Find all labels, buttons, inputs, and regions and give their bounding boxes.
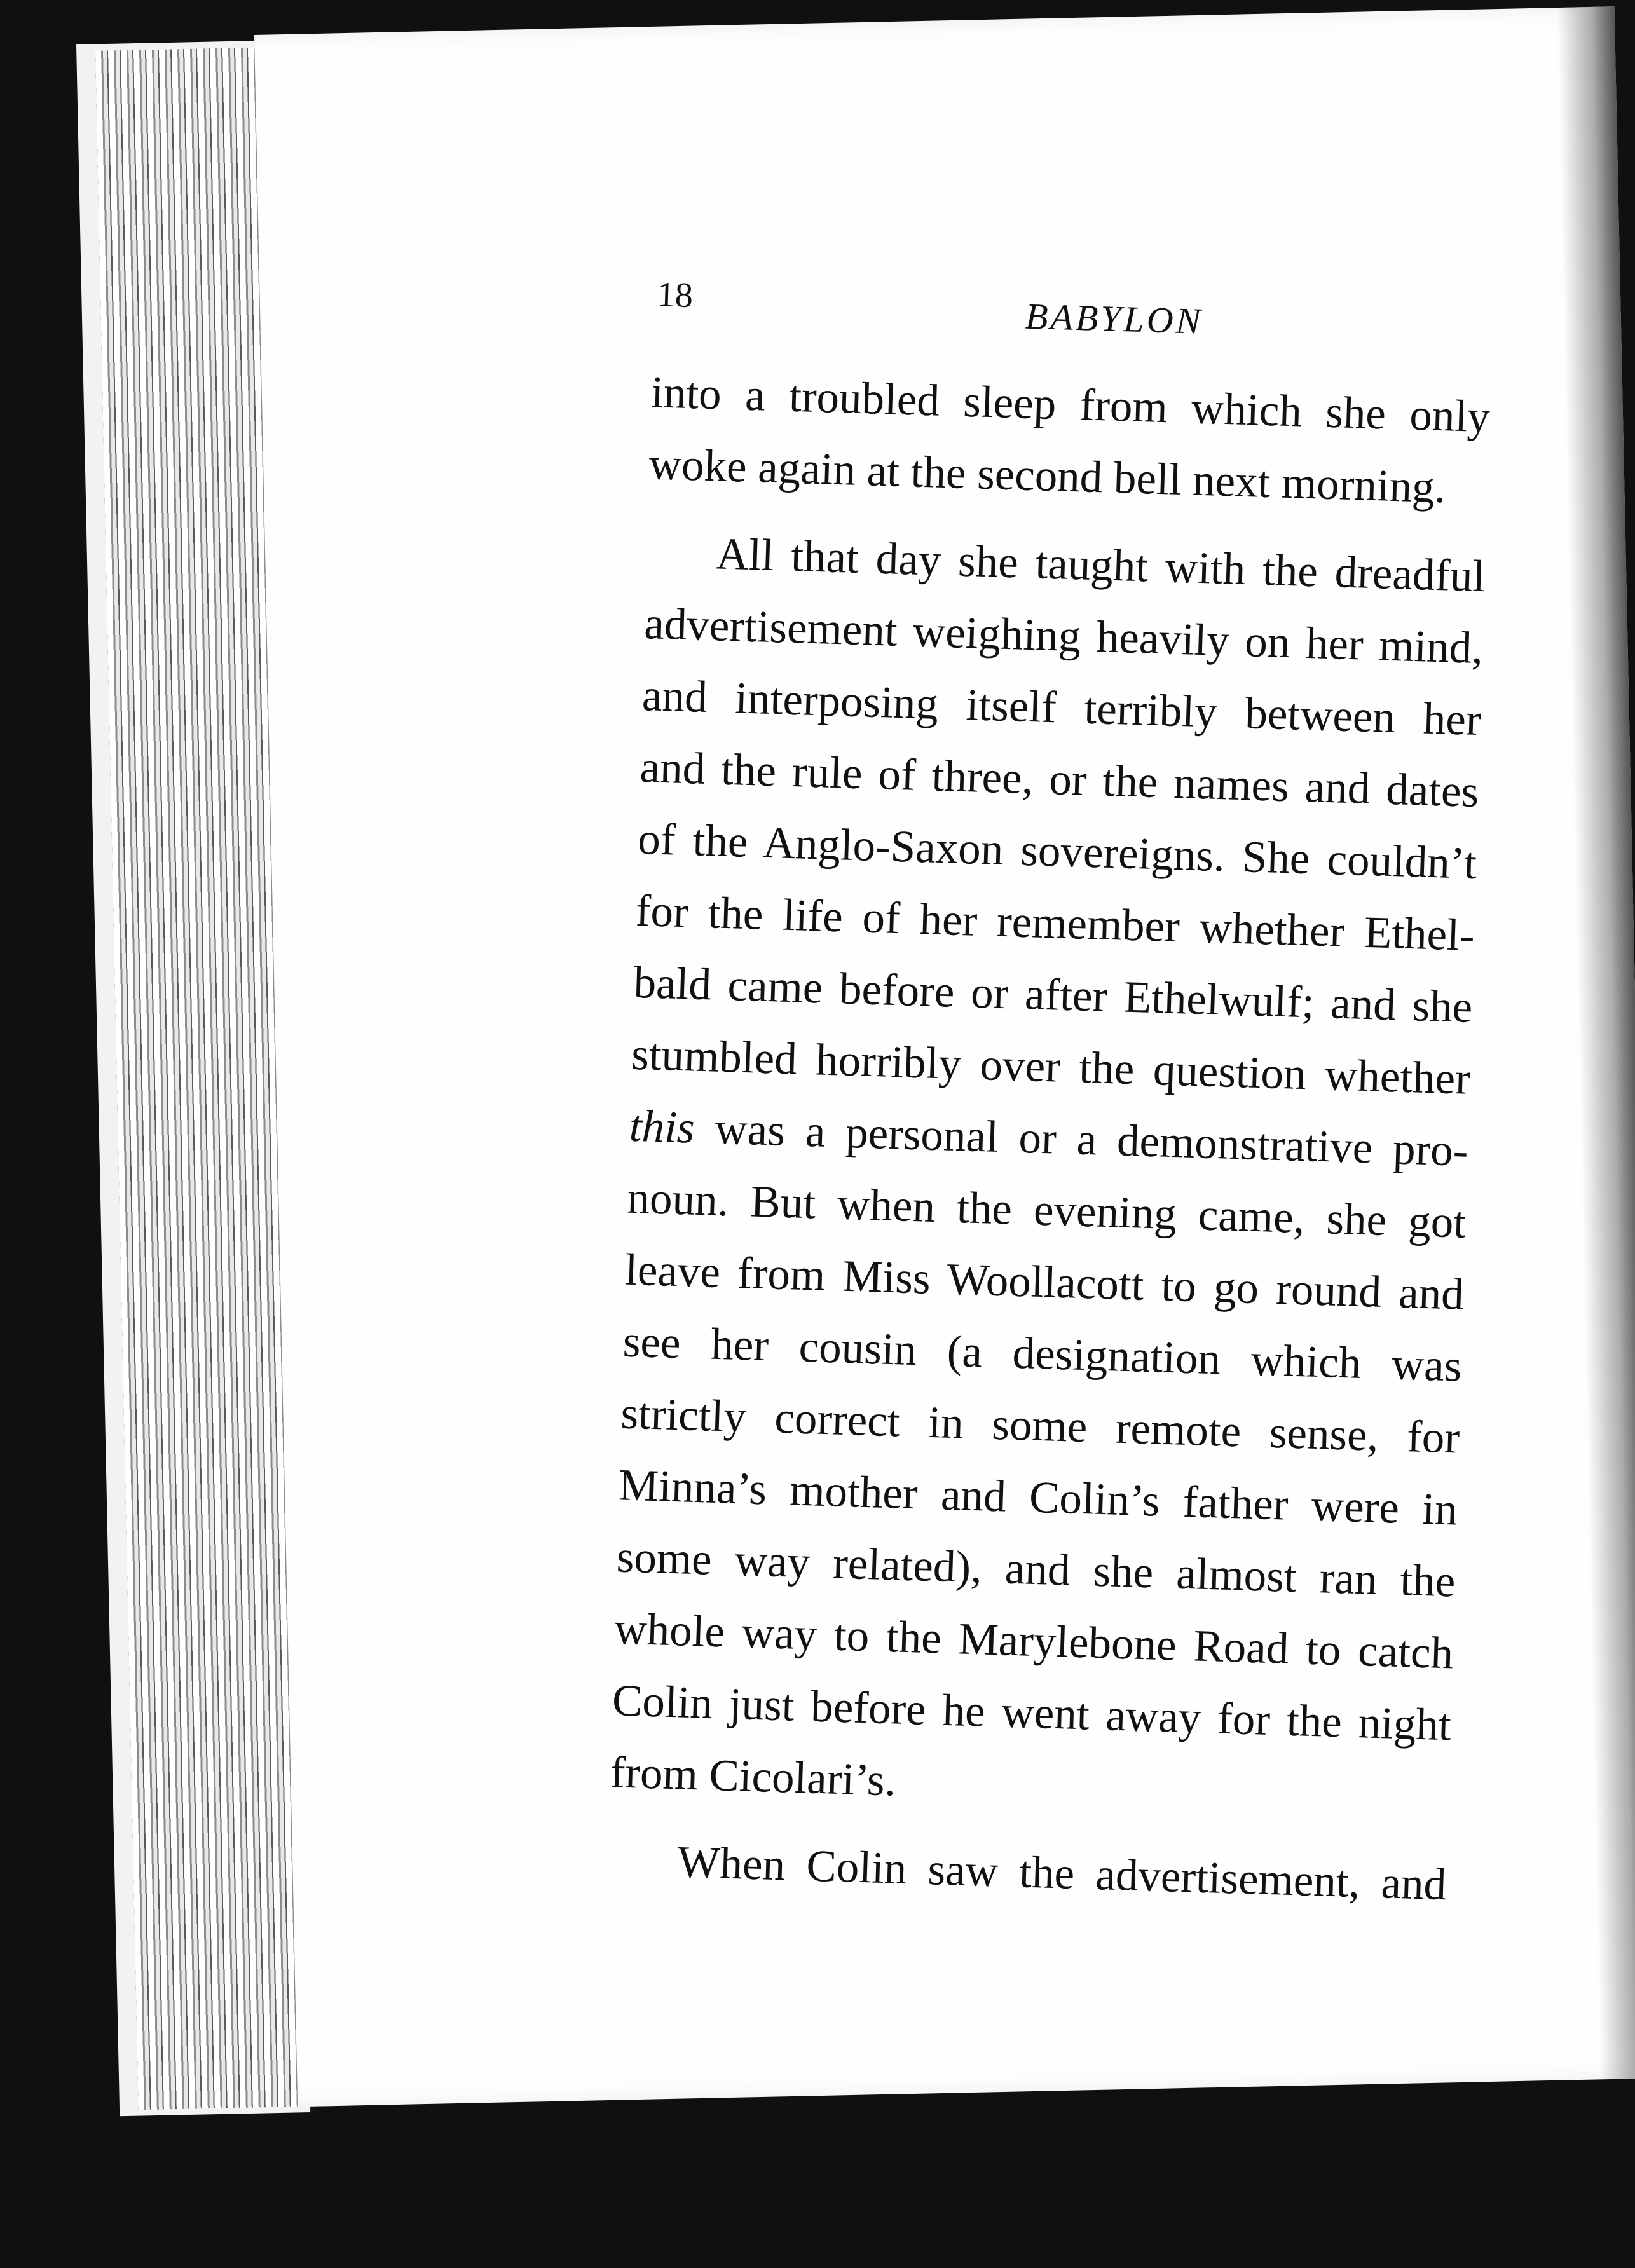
text-line: woke again at the second bell next morning. <box>648 439 1447 513</box>
text-line: noun. But when the evening came, she got <box>626 1173 1467 1248</box>
text-line: When Colin saw the advertisement, and <box>676 1837 1447 1910</box>
text-line: Colin just before he went away for the night <box>612 1676 1452 1751</box>
text-line: of the Anglo-Saxon sovereigns. She couldn’t <box>637 814 1478 889</box>
text-line: advertisement weighing heavily on her mind, <box>643 599 1484 674</box>
text-line: Minna’s mother and Colin’s father were in <box>618 1460 1458 1535</box>
paragraph-2 <box>609 516 1486 1833</box>
running-title: BABYLON <box>1025 295 1204 342</box>
page-text-block <box>365 267 1506 1922</box>
page-number: 18 <box>656 275 694 316</box>
text-line: bald came before or after Ethelwulf; and she <box>633 957 1474 1032</box>
text-line: some way related), and she almost ran the <box>615 1532 1456 1607</box>
text-line: and the rule of three, or the names and dates <box>639 742 1480 817</box>
text-line: into a troubled sleep from which she only <box>650 367 1491 442</box>
body-text <box>606 357 1491 1921</box>
text-line: leave from Miss Woollacott to go round and <box>624 1245 1465 1320</box>
italic-word: this <box>628 1101 695 1153</box>
text-line: whole way to the Marylebone Road to catch <box>613 1604 1454 1679</box>
text-line-rest: was a personal or a demonstrative pro- <box>694 1103 1469 1176</box>
text-line: All that day she taught with the dreadful <box>715 529 1486 602</box>
text-line: from Cicolari’s. <box>609 1747 897 1806</box>
paragraph-1 <box>648 357 1491 525</box>
text-line: see her cousin (a designation which was <box>622 1316 1463 1391</box>
text-line: for the life of her remember whether Ethel- <box>634 885 1475 960</box>
text-line: stumbled horribly over the question whether <box>631 1029 1471 1104</box>
text-line: strictly correct in some remote sense, for <box>620 1388 1461 1463</box>
text-line: and interposing itself terribly between her <box>641 670 1482 746</box>
